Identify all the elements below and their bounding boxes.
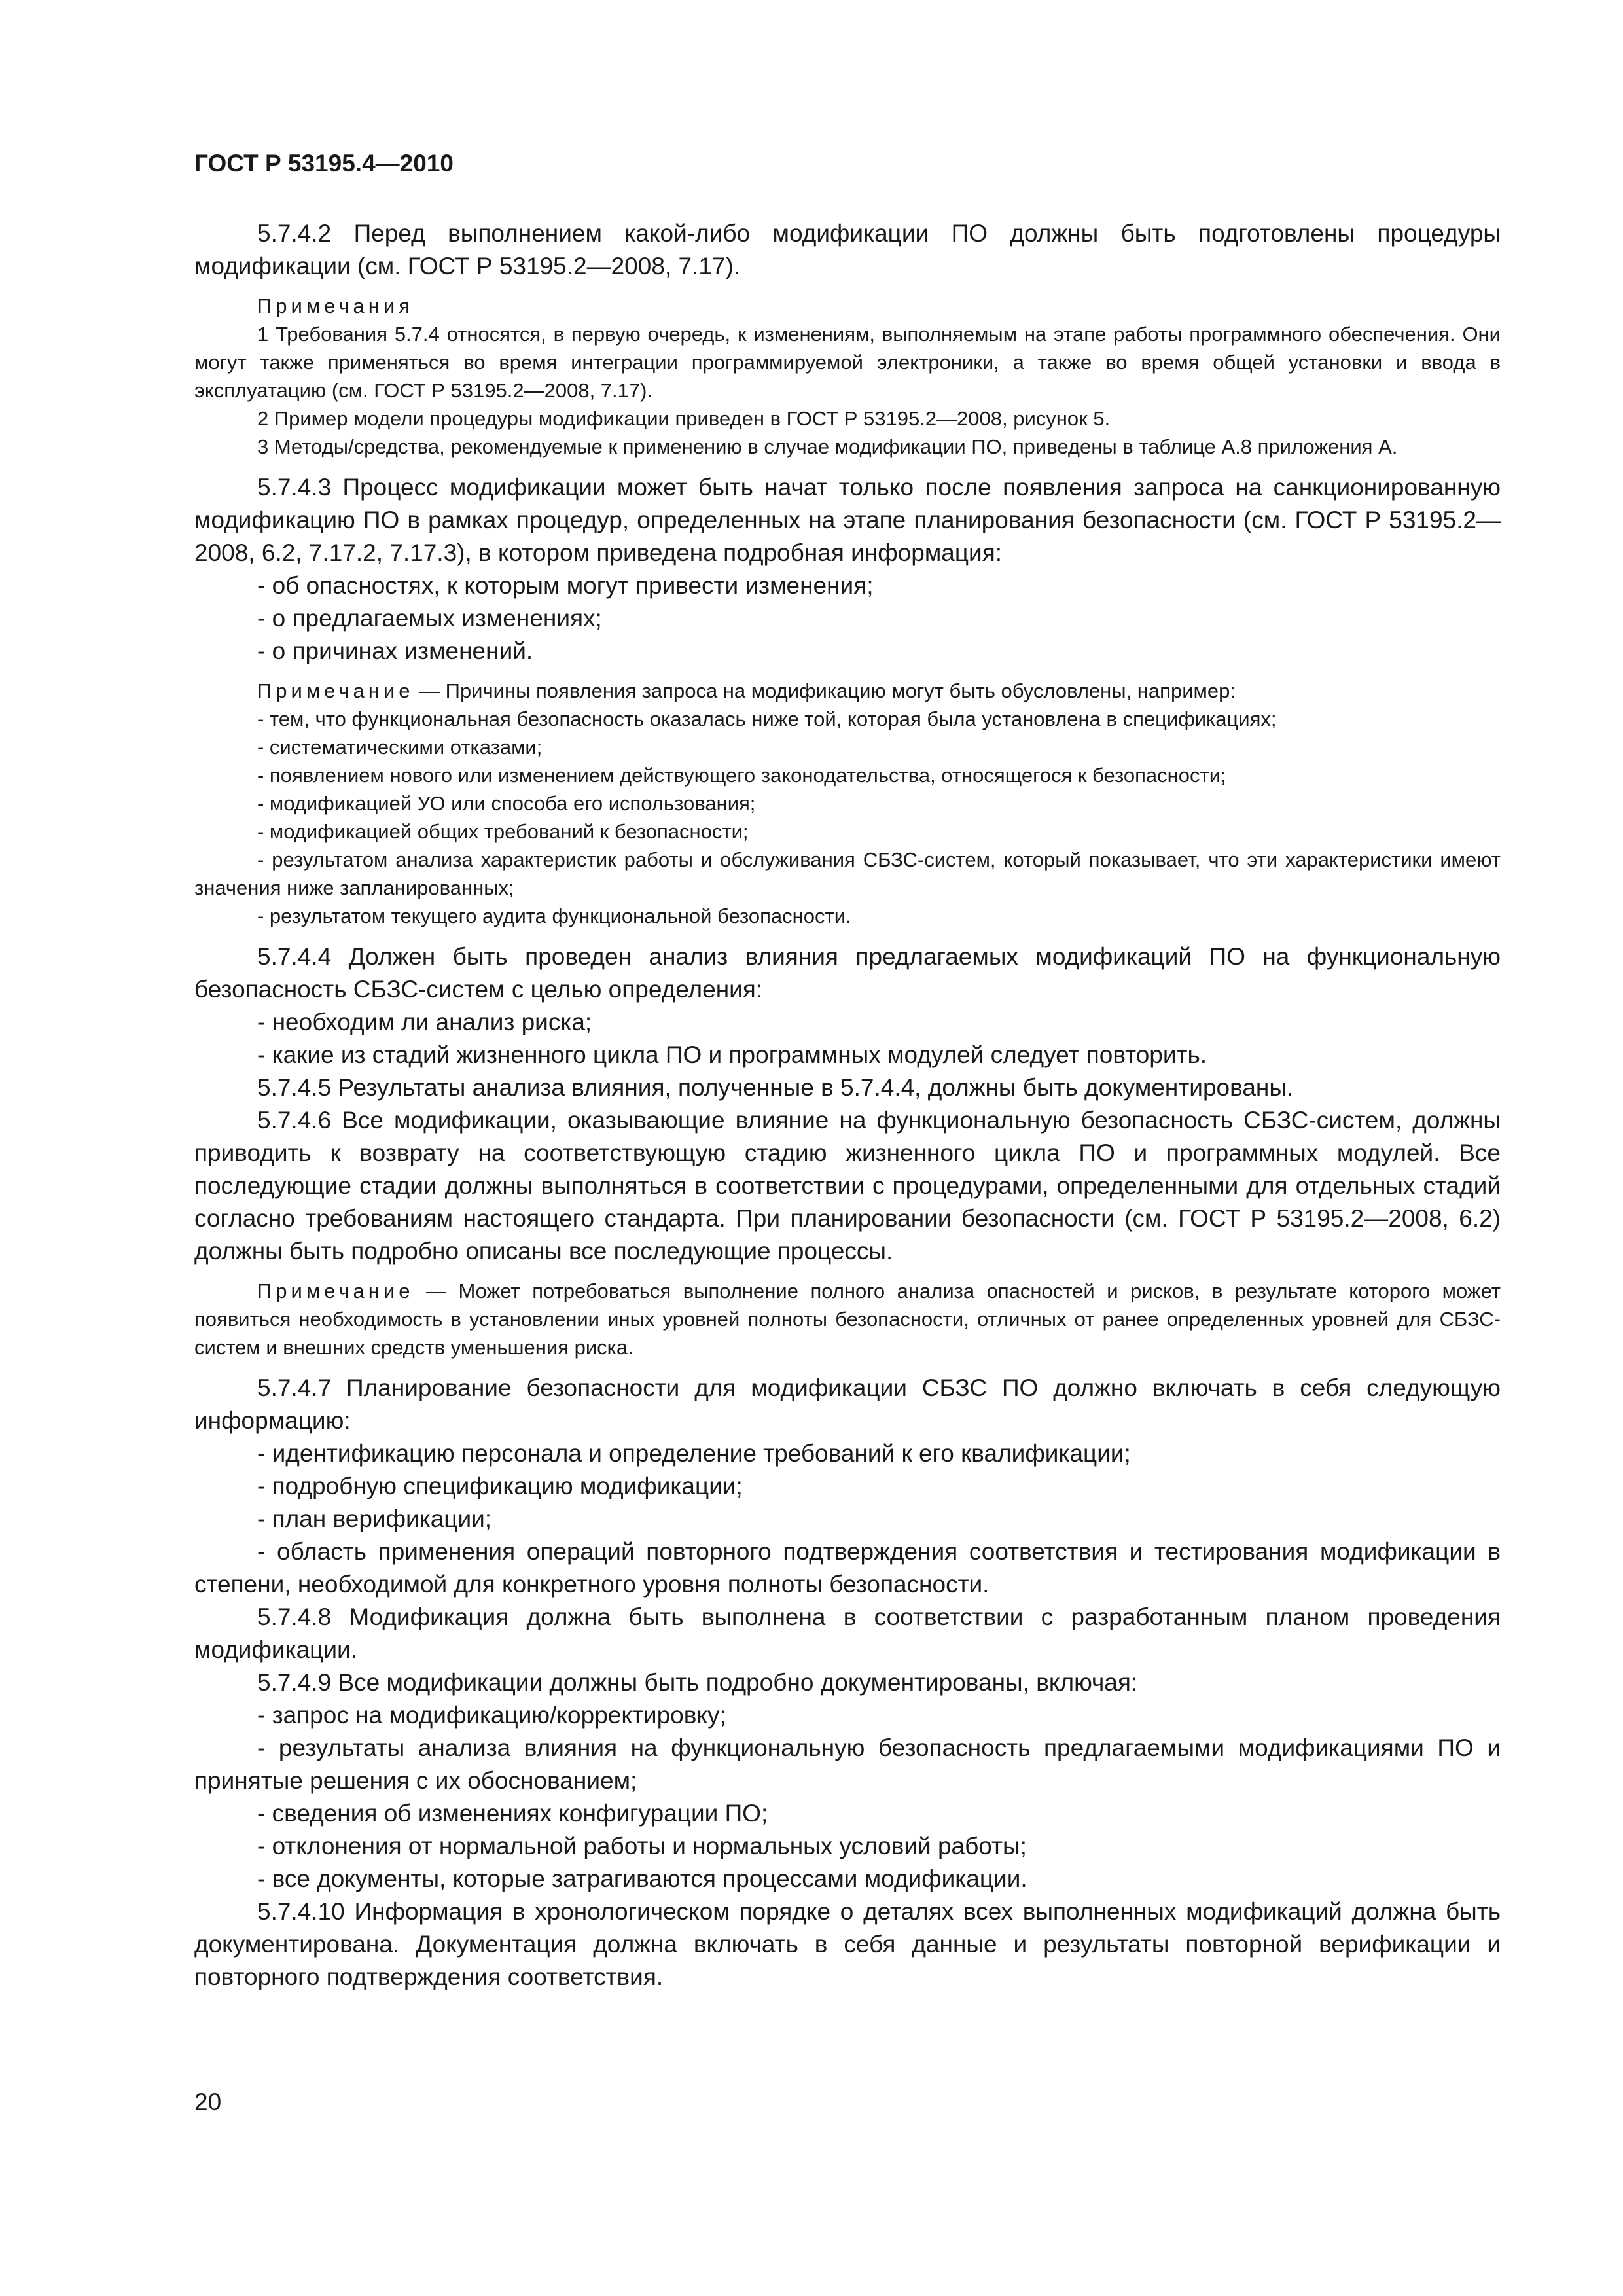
page-number: 20 bbox=[194, 2089, 222, 2115]
note-label: Примечание bbox=[257, 679, 414, 702]
list-item: - идентификацию персонала и определение требований к его квалификации; bbox=[257, 1440, 1131, 1467]
note-text: — Причины появления запроса на модификацию могут быть обусловлены, например: bbox=[414, 679, 1236, 702]
list-item: - запрос на модификацию/корректировку; bbox=[257, 1702, 726, 1729]
clause-5-7-4-4: 5.7.4.4 Должен быть проведен анализ влияния предлагаемых модификаций ПО на функциональную безопасность СБЗС-систем с целью определения: bbox=[194, 943, 1501, 1003]
note-3: 3 Методы/средства, рекомендуемые к применению в случае модификации ПО, приведены в таблице А.8 приложения А. bbox=[257, 435, 1398, 458]
note-reasons bbox=[194, 677, 1501, 705]
note-risk bbox=[194, 1277, 1501, 1361]
note-list-item: - модификацией УО или способа его использования; bbox=[257, 792, 756, 815]
note-1: 1 Требования 5.7.4 относятся, в первую очередь, к изменениям, выполняемым на этапе работы программного обеспечения. Они могут также применяться во время интеграции программируемой электроники, а также во время общей установки и ввода в эксплуатацию (см. ГОСТ Р 53195.2—2008, 7.17). bbox=[194, 323, 1501, 402]
note-list-item: - появлением нового или изменением действующего законодательства, относящегося к безопасности; bbox=[257, 764, 1226, 787]
list-item: - все документы, которые затрагиваются процессами модификации. bbox=[257, 1865, 1027, 1892]
notes-heading: Примечания bbox=[257, 295, 414, 317]
note-label: Примечание bbox=[257, 1280, 414, 1302]
clause-5-7-4-10: 5.7.4.10 Информация в хронологическом порядке о деталях всех выполненных модификаций должна быть документирована. Документация должна включать в себя данные и результаты повторной верификации и повторного подтверждения соответствия. bbox=[194, 1898, 1501, 1990]
list-item: - сведения об изменениях конфигурации ПО; bbox=[257, 1800, 768, 1827]
list-item: - об опасностях, к которым могут привести изменения; bbox=[257, 572, 874, 599]
clause-5-7-4-9: 5.7.4.9 Все модификации должны быть подробно документированы, включая: bbox=[257, 1669, 1138, 1696]
note-2: 2 Пример модели процедуры модификации приведен в ГОСТ Р 53195.2—2008, рисунок 5. bbox=[257, 407, 1111, 430]
document-page bbox=[194, 149, 1501, 1994]
list-item: - о предлагаемых изменениях; bbox=[257, 605, 602, 632]
clause-5-7-4-2: 5.7.4.2 Перед выполнением какой-либо модификации ПО должны быть подготовлены процедуры модификации (см. ГОСТ Р 53195.2—2008, 7.17). bbox=[194, 220, 1501, 279]
note-list-item: - результатом анализа характеристик работы и обслуживания СБЗС-систем, который показывает, что эти характеристики имеют значения ниже запланированных; bbox=[194, 848, 1501, 899]
list-item: - отклонения от нормальной работы и нормальных условий работы; bbox=[257, 1833, 1027, 1859]
list-item: - подробную спецификацию модификации; bbox=[257, 1473, 743, 1499]
list-item: - план верификации; bbox=[257, 1505, 492, 1532]
note-list-item: - систематическими отказами; bbox=[257, 736, 543, 759]
note-list-item: - результатом текущего аудита функциональной безопасности. bbox=[257, 905, 851, 927]
clause-5-7-4-7: 5.7.4.7 Планирование безопасности для модификации СБЗС ПО должно включать в себя следующую информацию: bbox=[194, 1374, 1501, 1434]
note-list-item: - тем, что функциональная безопасность оказалась ниже той, которая была установлена в спецификациях; bbox=[257, 708, 1277, 730]
document-header: ГОСТ Р 53195.4—2010 bbox=[194, 150, 454, 177]
list-item: - результаты анализа влияния на функциональную безопасность предлагаемыми модификациями ПО и принятые решения с их обоснованием; bbox=[194, 1734, 1501, 1794]
clause-5-7-4-6: 5.7.4.6 Все модификации, оказывающие влияние на функциональную безопасность СБЗС-систем, должны приводить к возврату на соответствующую стадию жизненного цикла ПО и программных модулей. Все последующие стадии должны выполняться в соответствии с процедурами, определенными для отдельных стадий согласно требованиям настоящего стандарта. При планировании безопасности (см. ГОСТ Р 53195.2—2008, 6.2) должны быть подробно описаны все последующие процессы. bbox=[194, 1107, 1501, 1265]
clause-5-7-4-5: 5.7.4.5 Результаты анализа влияния, полученные в 5.7.4.4, должны быть документированы. bbox=[257, 1074, 1294, 1101]
list-item: - необходим ли анализ риска; bbox=[257, 1009, 592, 1035]
clause-5-7-4-3: 5.7.4.3 Процесс модификации может быть начат только после появления запроса на санкционированную модификацию ПО в рамках процедур, определенных на этапе планирования безопасности (см. ГОСТ Р 53195.2—2008, 6.2, 7.17.2, 7.17.3), в котором приведена подробная информация: bbox=[194, 474, 1501, 566]
list-item: - область применения операций повторного подтверждения соответствия и тестирования модификации в степени, необходимой для конкретного уровня полноты безопасности. bbox=[194, 1538, 1501, 1598]
list-item: - какие из стадий жизненного цикла ПО и программных модулей следует повторить. bbox=[257, 1041, 1207, 1068]
note-text: — Может потребоваться выполнение полного анализа опасностей и рисков, в результате которого может появиться необходимость в установлении иных уровней полноты безопасности, отличных от ранее определенных уровней для СБЗС-систем и внешних средств уменьшения риска. bbox=[194, 1280, 1501, 1359]
clause-5-7-4-8: 5.7.4.8 Модификация должна быть выполнена в соответствии с разработанным планом проведения модификации. bbox=[194, 1604, 1501, 1663]
note-list-item: - модификацией общих требований к безопасности; bbox=[257, 820, 749, 843]
list-item: - о причинах изменений. bbox=[257, 637, 533, 664]
